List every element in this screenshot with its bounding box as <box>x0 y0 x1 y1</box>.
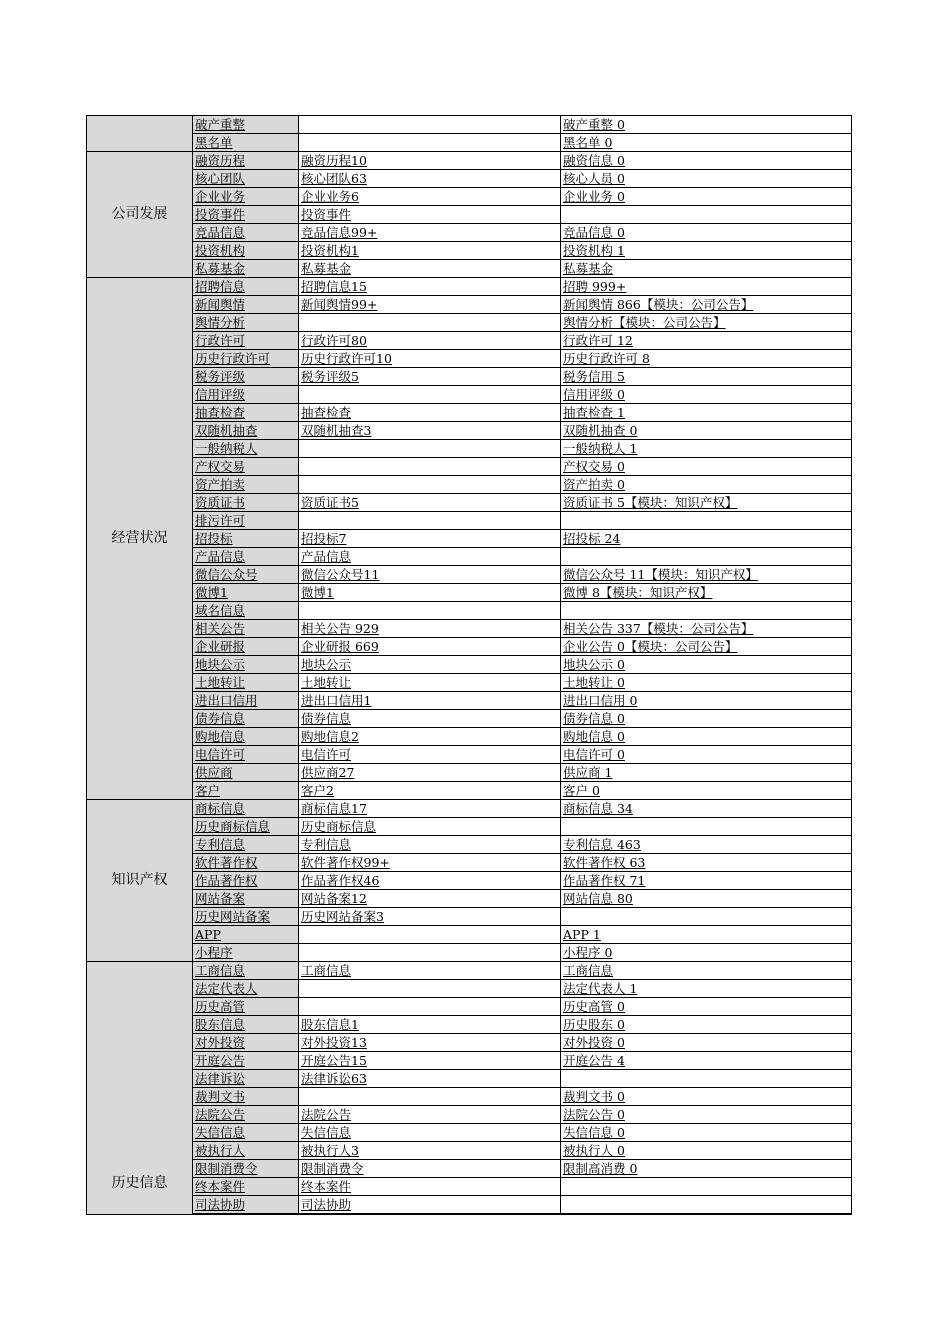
source-a-cell: 资质证书5 <box>299 494 561 512</box>
source-a-cell: 专利信息 <box>299 836 561 854</box>
item-name-cell: 抽查检查 <box>193 404 299 422</box>
source-b-cell: 专利信息 463 <box>561 836 852 854</box>
source-b-cell: 开庭公告 4 <box>561 1052 852 1070</box>
source-a-cell: 双随机抽查3 <box>299 422 561 440</box>
source-b-cell: 融资信息 0 <box>561 152 852 170</box>
table-row <box>87 116 852 134</box>
source-a-cell <box>299 944 561 962</box>
item-name-cell: 历史行政许可 <box>193 350 299 368</box>
source-b-cell: 小程序 0 <box>561 944 852 962</box>
category-cell-history-info: 历史信息 <box>87 962 193 1215</box>
item-name-cell: APP <box>193 926 299 944</box>
item-name-cell: 新闻舆情 <box>193 296 299 314</box>
item-name-cell: 专利信息 <box>193 836 299 854</box>
source-b-cell: 招投标 24 <box>561 530 852 548</box>
item-name-cell: 历史网站备案 <box>193 908 299 926</box>
category-cell-business-status: 经营状况 <box>87 278 193 800</box>
source-b-cell: 法定代表人 1 <box>561 980 852 998</box>
source-a-cell: 招投标7 <box>299 530 561 548</box>
source-b-cell: 地块公示 0 <box>561 656 852 674</box>
table-row <box>87 440 852 458</box>
source-b-cell: 资质证书 5【模块：知识产权】 <box>561 494 852 512</box>
category-cell-intellectual-property: 知识产权 <box>87 800 193 962</box>
item-name-cell: 私募基金 <box>193 260 299 278</box>
source-a-cell: 司法协助 <box>299 1196 561 1215</box>
table-row <box>87 494 852 512</box>
table-row <box>87 1160 852 1178</box>
table-row <box>87 1124 852 1142</box>
table-row <box>87 944 852 962</box>
item-name-cell: 股东信息 <box>193 1016 299 1034</box>
source-a-cell <box>299 602 561 620</box>
source-b-cell: 行政许可 12 <box>561 332 852 350</box>
item-name-cell: 历史高管 <box>193 998 299 1016</box>
item-name-cell: 核心团队 <box>193 170 299 188</box>
item-name-cell: 法律诉讼 <box>193 1070 299 1088</box>
table-row <box>87 512 852 530</box>
source-a-cell: 投资事件 <box>299 206 561 224</box>
source-b-cell: 法院公告 0 <box>561 1106 852 1124</box>
source-b-cell: 电信许可 0 <box>561 746 852 764</box>
item-name-cell: 网站备案 <box>193 890 299 908</box>
table-row <box>87 854 852 872</box>
item-name-cell: 法定代表人 <box>193 980 299 998</box>
item-name-cell: 终本案件 <box>193 1178 299 1196</box>
item-name-cell: 微信公众号 <box>193 566 299 584</box>
table-row <box>87 314 852 332</box>
table-row <box>87 422 852 440</box>
table-row <box>87 584 852 602</box>
table-row <box>87 872 852 890</box>
source-b-cell: 裁判文书 0 <box>561 1088 852 1106</box>
item-name-cell: 进出口信用 <box>193 692 299 710</box>
source-b-cell: 软件著作权 63 <box>561 854 852 872</box>
source-a-cell: 行政许可80 <box>299 332 561 350</box>
source-b-cell: 资产拍卖 0 <box>561 476 852 494</box>
item-name-cell: 电信许可 <box>193 746 299 764</box>
item-name-cell: 法院公告 <box>193 1106 299 1124</box>
table-row <box>87 296 852 314</box>
source-b-cell <box>561 512 852 530</box>
table-row <box>87 980 852 998</box>
source-b-cell: 失信信息 0 <box>561 1124 852 1142</box>
source-a-cell: 供应商27 <box>299 764 561 782</box>
source-a-cell: 核心团队63 <box>299 170 561 188</box>
source-a-cell: 商标信息17 <box>299 800 561 818</box>
source-a-cell: 税务评级5 <box>299 368 561 386</box>
item-name-cell: 债券信息 <box>193 710 299 728</box>
source-a-cell <box>299 314 561 332</box>
source-b-cell: 双随机抽查 0 <box>561 422 852 440</box>
table-row <box>87 728 852 746</box>
source-b-cell: 微博 8【模块：知识产权】 <box>561 584 852 602</box>
item-name-cell: 黑名单 <box>193 134 299 152</box>
item-name-cell: 软件著作权 <box>193 854 299 872</box>
table-row <box>87 1034 852 1052</box>
item-name-cell: 融资历程 <box>193 152 299 170</box>
table-row <box>87 152 852 170</box>
table-row <box>87 656 852 674</box>
source-a-cell: 企业业务6 <box>299 188 561 206</box>
source-a-cell: 历史行政许可10 <box>299 350 561 368</box>
source-a-cell <box>299 512 561 530</box>
item-name-cell: 资质证书 <box>193 494 299 512</box>
source-b-cell <box>561 818 852 836</box>
comparison-table <box>86 115 852 1215</box>
source-a-cell: 开庭公告15 <box>299 1052 561 1070</box>
source-b-cell <box>561 548 852 566</box>
source-a-cell: 历史网站备案3 <box>299 908 561 926</box>
source-b-cell: APP 1 <box>561 926 852 944</box>
source-a-cell: 微信公众号11 <box>299 566 561 584</box>
table-row <box>87 926 852 944</box>
table-row <box>87 530 852 548</box>
table-row <box>87 1052 852 1070</box>
table-row <box>87 458 852 476</box>
table-row <box>87 890 852 908</box>
table-row <box>87 386 852 404</box>
item-name-cell: 商标信息 <box>193 800 299 818</box>
item-name-cell: 一般纳税人 <box>193 440 299 458</box>
item-name-cell: 竞品信息 <box>193 224 299 242</box>
table-row <box>87 962 852 980</box>
table-row <box>87 836 852 854</box>
source-a-cell <box>299 998 561 1016</box>
table-row <box>87 998 852 1016</box>
source-a-cell: 失信信息 <box>299 1124 561 1142</box>
source-a-cell: 地块公示 <box>299 656 561 674</box>
source-b-cell: 一般纳税人 1 <box>561 440 852 458</box>
source-b-cell: 相关公告 337【模块：公司公告】 <box>561 620 852 638</box>
item-name-cell: 企业研报 <box>193 638 299 656</box>
item-name-cell: 失信信息 <box>193 1124 299 1142</box>
source-b-cell: 信用评级 0 <box>561 386 852 404</box>
source-b-cell: 客户 0 <box>561 782 852 800</box>
source-a-cell: 电信许可 <box>299 746 561 764</box>
category-cell-section-continued <box>87 116 193 152</box>
source-b-cell <box>561 908 852 926</box>
source-b-cell: 历史行政许可 8 <box>561 350 852 368</box>
item-name-cell: 信用评级 <box>193 386 299 404</box>
source-b-cell <box>561 602 852 620</box>
item-name-cell: 税务评级 <box>193 368 299 386</box>
table-row <box>87 548 852 566</box>
source-b-cell: 企业业务 0 <box>561 188 852 206</box>
source-a-cell: 被执行人3 <box>299 1142 561 1160</box>
table-row <box>87 404 852 422</box>
source-a-cell: 作品著作权46 <box>299 872 561 890</box>
table-row <box>87 1178 852 1196</box>
source-a-cell: 法院公告 <box>299 1106 561 1124</box>
item-name-cell: 投资机构 <box>193 242 299 260</box>
item-name-cell: 开庭公告 <box>193 1052 299 1070</box>
source-a-cell: 对外投资13 <box>299 1034 561 1052</box>
table-row <box>87 1088 852 1106</box>
table-row <box>87 620 852 638</box>
table-row <box>87 368 852 386</box>
source-b-cell: 新闻舆情 866【模块：公司公告】 <box>561 296 852 314</box>
source-b-cell: 限制高消费 0 <box>561 1160 852 1178</box>
table-row <box>87 638 852 656</box>
item-name-cell: 购地信息 <box>193 728 299 746</box>
table-row <box>87 1196 852 1215</box>
category-cell-company-development: 公司发展 <box>87 152 193 278</box>
item-name-cell: 土地转让 <box>193 674 299 692</box>
item-name-cell: 客户 <box>193 782 299 800</box>
table-row <box>87 206 852 224</box>
table-row <box>87 170 852 188</box>
source-a-cell: 网站备案12 <box>299 890 561 908</box>
item-name-cell: 对外投资 <box>193 1034 299 1052</box>
table-row <box>87 782 852 800</box>
table-row <box>87 134 852 152</box>
table-row <box>87 710 852 728</box>
item-name-cell: 资产拍卖 <box>193 476 299 494</box>
source-b-cell: 历史股东 0 <box>561 1016 852 1034</box>
source-b-cell: 黑名单 0 <box>561 134 852 152</box>
source-b-cell: 网站信息 80 <box>561 890 852 908</box>
source-a-cell <box>299 1088 561 1106</box>
source-b-cell: 招聘 999+ <box>561 278 852 296</box>
item-name-cell: 司法协助 <box>193 1196 299 1215</box>
table-row <box>87 800 852 818</box>
table-row <box>87 188 852 206</box>
table-row <box>87 242 852 260</box>
table-row <box>87 566 852 584</box>
source-b-cell: 核心人员 0 <box>561 170 852 188</box>
table-row <box>87 1106 852 1124</box>
source-b-cell: 工商信息 <box>561 962 852 980</box>
source-b-cell: 历史高管 0 <box>561 998 852 1016</box>
table-row <box>87 602 852 620</box>
source-a-cell: 终本案件 <box>299 1178 561 1196</box>
source-b-cell: 竞品信息 0 <box>561 224 852 242</box>
source-a-cell <box>299 980 561 998</box>
item-name-cell: 企业业务 <box>193 188 299 206</box>
table-row <box>87 350 852 368</box>
source-a-cell: 融资历程10 <box>299 152 561 170</box>
item-name-cell: 排污许可 <box>193 512 299 530</box>
table-row <box>87 1016 852 1034</box>
source-a-cell: 产品信息 <box>299 548 561 566</box>
source-b-cell: 对外投资 0 <box>561 1034 852 1052</box>
source-a-cell: 债券信息 <box>299 710 561 728</box>
item-name-cell: 域名信息 <box>193 602 299 620</box>
source-a-cell: 抽查检查 <box>299 404 561 422</box>
item-name-cell: 投资事件 <box>193 206 299 224</box>
table-row <box>87 764 852 782</box>
source-b-cell <box>561 206 852 224</box>
source-b-cell: 土地转让 0 <box>561 674 852 692</box>
source-a-cell: 招聘信息15 <box>299 278 561 296</box>
table-row <box>87 746 852 764</box>
source-b-cell <box>561 1178 852 1196</box>
item-name-cell: 工商信息 <box>193 962 299 980</box>
item-name-cell: 被执行人 <box>193 1142 299 1160</box>
table-row <box>87 476 852 494</box>
source-a-cell <box>299 926 561 944</box>
item-name-cell: 双随机抽查 <box>193 422 299 440</box>
source-a-cell: 限制消费令 <box>299 1160 561 1178</box>
item-name-cell: 产品信息 <box>193 548 299 566</box>
source-a-cell: 新闻舆情99+ <box>299 296 561 314</box>
source-a-cell: 相关公告 929 <box>299 620 561 638</box>
item-name-cell: 舆情分析 <box>193 314 299 332</box>
source-a-cell <box>299 386 561 404</box>
table-row <box>87 1070 852 1088</box>
source-a-cell: 私募基金 <box>299 260 561 278</box>
source-b-cell: 私募基金 <box>561 260 852 278</box>
comparison-table-body <box>87 116 852 1215</box>
source-a-cell: 投资机构1 <box>299 242 561 260</box>
source-a-cell <box>299 476 561 494</box>
table-row <box>87 818 852 836</box>
table-row <box>87 692 852 710</box>
item-name-cell: 微博1 <box>193 584 299 602</box>
source-a-cell <box>299 458 561 476</box>
source-a-cell: 土地转让 <box>299 674 561 692</box>
source-a-cell: 客户2 <box>299 782 561 800</box>
item-name-cell: 产权交易 <box>193 458 299 476</box>
source-b-cell: 微信公众号 11【模块：知识产权】 <box>561 566 852 584</box>
source-b-cell <box>561 1196 852 1215</box>
source-a-cell <box>299 440 561 458</box>
item-name-cell: 地块公示 <box>193 656 299 674</box>
item-name-cell: 小程序 <box>193 944 299 962</box>
table-row <box>87 1142 852 1160</box>
item-name-cell: 限制消费令 <box>193 1160 299 1178</box>
source-a-cell: 企业研报 669 <box>299 638 561 656</box>
table-row <box>87 908 852 926</box>
source-a-cell: 股东信息1 <box>299 1016 561 1034</box>
source-a-cell: 工商信息 <box>299 962 561 980</box>
source-b-cell: 被执行人 0 <box>561 1142 852 1160</box>
source-b-cell: 舆情分析【模块：公司公告】 <box>561 314 852 332</box>
source-a-cell <box>299 134 561 152</box>
source-b-cell: 供应商 1 <box>561 764 852 782</box>
source-b-cell: 作品著作权 71 <box>561 872 852 890</box>
item-name-cell: 破产重整 <box>193 116 299 134</box>
source-b-cell: 商标信息 34 <box>561 800 852 818</box>
source-a-cell: 法律诉讼63 <box>299 1070 561 1088</box>
item-name-cell: 作品著作权 <box>193 872 299 890</box>
item-name-cell: 裁判文书 <box>193 1088 299 1106</box>
source-a-cell <box>299 116 561 134</box>
source-b-cell: 企业公告 0【模块：公司公告】 <box>561 638 852 656</box>
source-a-cell: 微博1 <box>299 584 561 602</box>
item-name-cell: 历史商标信息 <box>193 818 299 836</box>
source-a-cell: 进出口信用1 <box>299 692 561 710</box>
item-name-cell: 相关公告 <box>193 620 299 638</box>
item-name-cell: 供应商 <box>193 764 299 782</box>
table-row <box>87 674 852 692</box>
source-b-cell: 抽查检查 1 <box>561 404 852 422</box>
item-name-cell: 招聘信息 <box>193 278 299 296</box>
table-row <box>87 260 852 278</box>
source-b-cell <box>561 1070 852 1088</box>
item-name-cell: 招投标 <box>193 530 299 548</box>
source-b-cell: 购地信息 0 <box>561 728 852 746</box>
source-a-cell: 软件著作权99+ <box>299 854 561 872</box>
source-b-cell: 产权交易 0 <box>561 458 852 476</box>
item-name-cell: 行政许可 <box>193 332 299 350</box>
source-a-cell: 竞品信息99+ <box>299 224 561 242</box>
source-b-cell: 税务信用 5 <box>561 368 852 386</box>
source-b-cell: 破产重整 0 <box>561 116 852 134</box>
table-row <box>87 224 852 242</box>
source-b-cell: 进出口信用 0 <box>561 692 852 710</box>
table-row <box>87 278 852 296</box>
source-a-cell: 历史商标信息 <box>299 818 561 836</box>
source-a-cell: 购地信息2 <box>299 728 561 746</box>
source-b-cell: 投资机构 1 <box>561 242 852 260</box>
table-row <box>87 332 852 350</box>
source-b-cell: 债券信息 0 <box>561 710 852 728</box>
